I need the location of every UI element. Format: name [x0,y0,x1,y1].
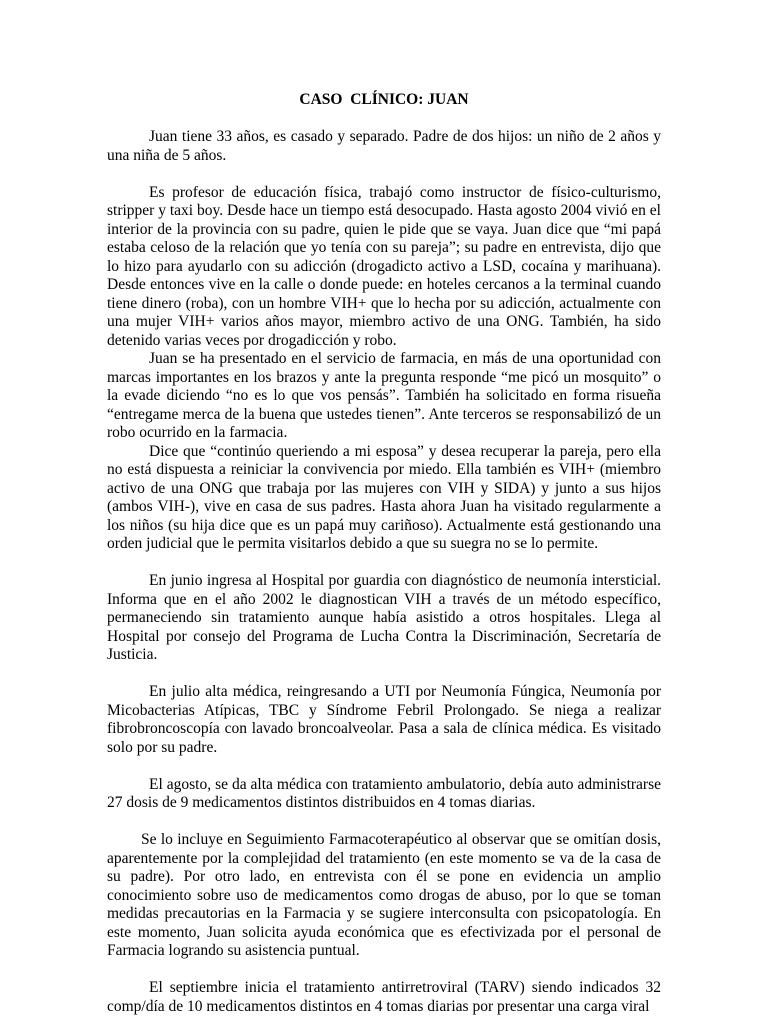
paragraph-wife: Dice que “continúo queriendo a mi esposa” y desea recuperar la pareja, pero ella no está dispuesta a reiniciar la convivencia por miedo. Ella también es VIH+ (miembro activo de una ONG que trabaja por las mujeres con VIH y SIDA) y junto a sus hijos (ambos VIH-), vive en casa de sus padres. Hasta ahora Juan ha visitado regularmente a los niños (su hija dice que es un papá muy cariñoso). Actualmente está gestionando una orden judicial que le permita visitarlos debido a que su suegra no se lo permite. [107,442,661,552]
paragraph-august-discharge: El agosto, se da alta médica con tratamiento ambulatorio, debía auto administrarse 27 dosis de 9 medicamentos distintos distribuidos en 4 tomas diarias. [107,775,661,811]
paragraph-background: Es profesor de educación física, trabajó como instructor de físico-culturismo, stripper y taxi boy. Desde hace un tiempo está desocupado. Hasta agosto 2004 vivió en el interior de la provincia con su padre, quien le pide que se vaya. Juan dice que “mi papá estaba celoso de la relación que yo tenía con su pareja”; su padre en entrevista, dijo que lo hizo para ayudarlo con su adicción (drogadicto activo a LSD, cocaína y marihuana). Desde entonces vive en la calle o donde puede: en hoteles cercanos a la terminal cuando tiene dinero (roba), con un hombre VIH+ que lo hecha por su adicción, actualmente con una mujer VIH+ varios años mayor, miembro activo de una ONG. También, ha sido detenido varias veces por drogadicción y robo. [107,183,661,349]
paragraph-july-discharge: En julio alta médica, reingresando a UTI por Neumonía Fúngica, Neumonía por Micobacterias Atípicas, TBC y Síndrome Febril Prolongado. Se niega a realizar fibrobroncoscopía con lavado broncoalveolar. Pasa a sala de clínica médica. Es visitado solo por su padre. [107,683,661,756]
paragraph-june-admission: En junio ingresa al Hospital por guardia con diagnóstico de neumonía intersticial. Informa que en el año 2002 le diagnostican VIH a través de un método específico, permaneciendo sin tratamiento aunque había asistido a otros hospitales. Llega al Hospital por consejo del Programa de Lucha Contra la Discriminación, Secretaría de Justicia. [107,572,661,663]
paragraph-pharmacotherapy-followup: Se lo incluye en Seguimiento Farmacoterapéutico al observar que se omitían dosis, aparentemente por la complejidad del tratamiento (en este momento se va de la casa de su padre). Por otro lado, en entrevista con él se pone en evidencia un amplio conocimiento sobre uso de medicamentos como drogas de abuso, por lo que se toman medidas precautorias en la Farmacia y se sugiere interconsulta con psicopatología. En este momento, Juan solicita ayuda económica que es efectivizada por el personal de Farmacia logrando su asistencia puntual. [107,831,661,959]
document-body [107,128,661,1016]
paragraph-pharmacy-visits: Juan se ha presentado en el servicio de farmacia, en más de una oportunidad con marcas importantes en los brazos y ante la pregunta responde “me picó un mosquito” o la evade diciendo “no es lo que vos pensás”. También ha solicitado en forma risueña “entregame merca de la buena que ustedes tienen”. Ante terceros se responsabilizó de un robo ocurrido en la farmacia. [107,350,661,441]
document-title: CASO CLÍNICO: JUAN [299,91,469,108]
paragraph-september-tarv: El septiembre inicia el tratamiento antirretroviral (TARV) siendo indicados 32 comp/día de 10 medicamentos distintos en 4 tomas diarias por presentar una carga viral [107,979,661,1015]
paragraph-family: Juan tiene 33 años, es casado y separado. Padre de dos hijos: un niño de 2 años y una niña de 5 años. [107,128,661,164]
